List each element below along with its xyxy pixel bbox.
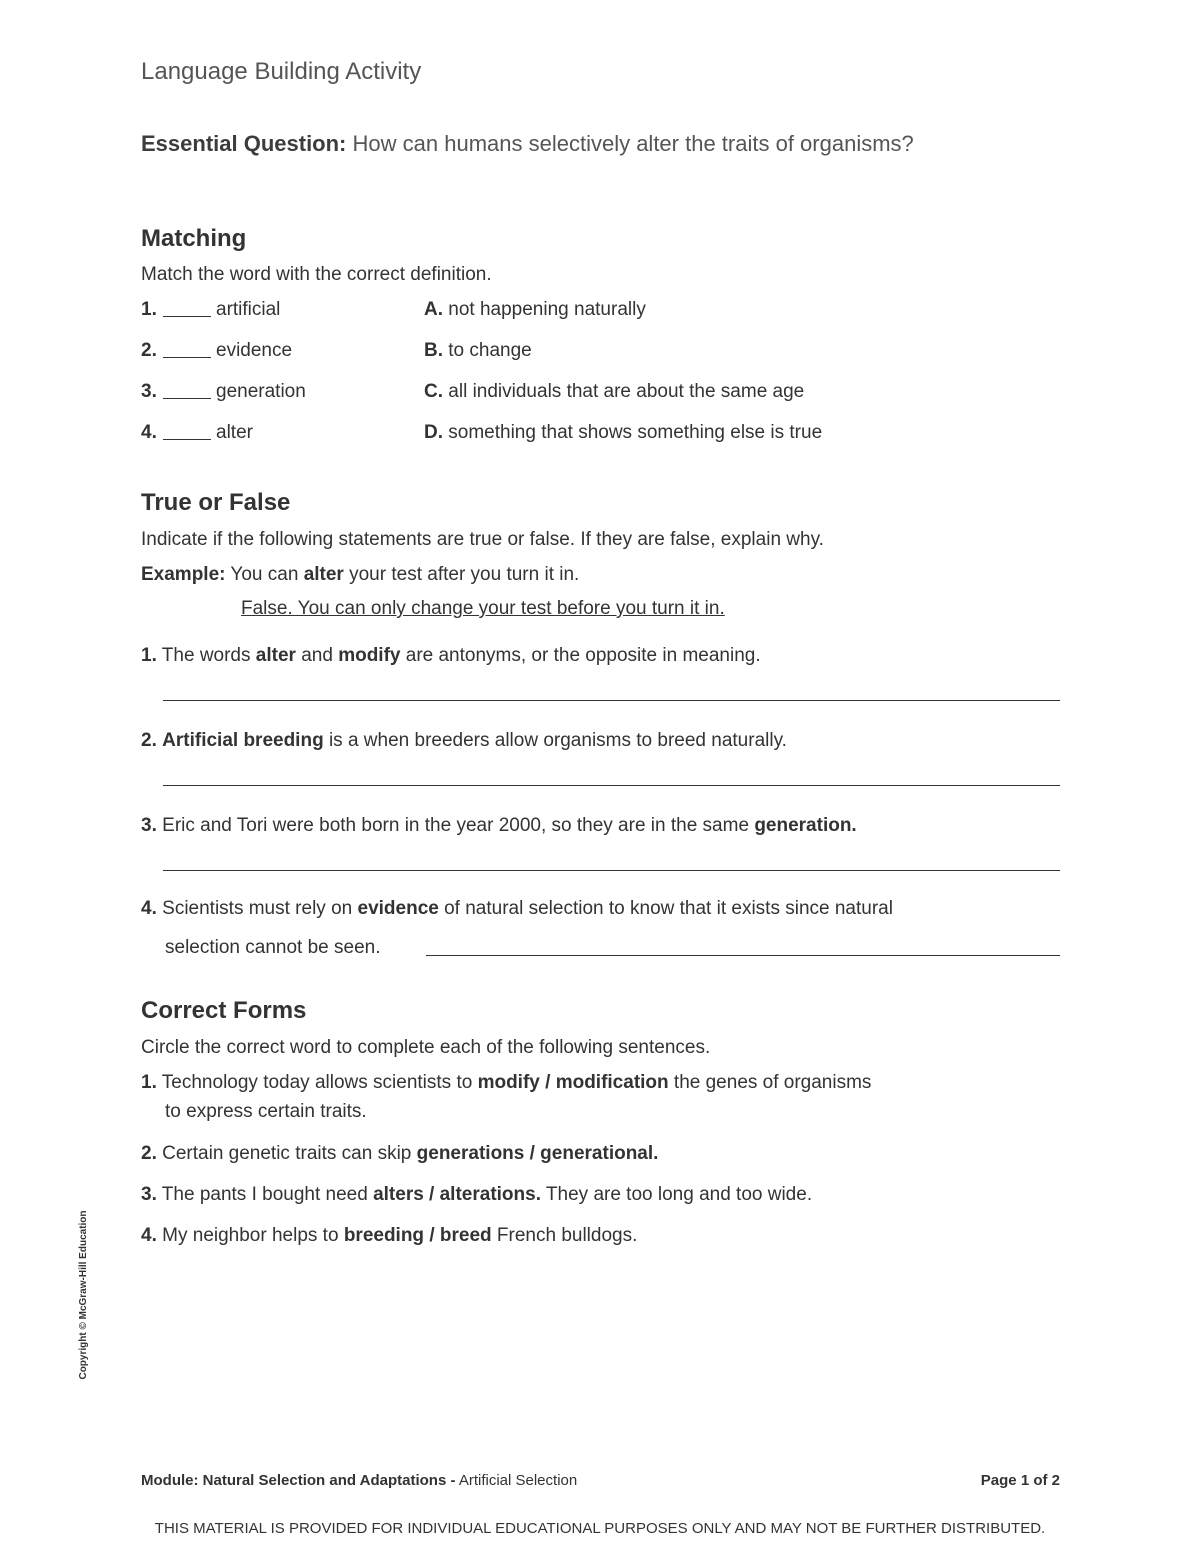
cf-item-4 [141,1225,1061,1247]
answer-blank[interactable] [163,424,211,440]
item-number: 4. [141,422,157,443]
word-choice[interactable]: modify / modification [477,1072,669,1093]
true-false-title: True or False [141,489,291,516]
lesson-name: Artificial Selection [458,1472,578,1489]
item-number: 4. [141,1225,157,1246]
example-bold-word: alter [303,564,344,585]
item-number: 3. [141,815,157,836]
true-false-instructions: Indicate if the following statements are true or false. If they are false, explain why. [141,529,824,550]
definition-b [424,338,532,364]
essential-question-text: How can humans selectively alter the traits of organisms? [352,131,914,156]
definition-letter: B. [424,340,443,361]
tf-item-4 [141,898,1061,920]
essential-question-label: Essential Question: [141,131,347,156]
answer-blank[interactable] [163,301,211,317]
item-bold-word: modify [338,645,401,666]
definition-a [424,297,646,323]
item-text: They are too long and too wide. [545,1184,813,1205]
item-text: Eric and Tori were both born in the year 2000, so they are in the same [162,815,750,836]
definition-text: not happening naturally [448,299,646,320]
example-answer: False. You can only change your test before you turn it in. [241,598,725,619]
tf-item-1 [141,645,1061,667]
answer-line[interactable] [163,870,1060,871]
item-text: is a when breeders allow organisms to breed naturally. [328,730,787,751]
definition-text: to change [448,340,532,361]
definition-d [424,420,822,446]
answer-blank[interactable] [163,383,211,399]
item-text: My neighbor helps to [162,1225,339,1246]
item-number: 2. [141,340,157,361]
definition-text: all individuals that are about the same age [448,381,805,402]
tf-item-2 [141,730,1061,752]
matching-word: alter [216,422,253,443]
tf-item-4-line2: selection cannot be seen. [165,937,381,958]
matching-word-1 [141,297,280,323]
item-bold-word: alter [255,645,296,666]
item-text: Certain genetic traits can skip [162,1143,412,1164]
item-bold-word: generation. [754,815,857,836]
definition-letter: A. [424,299,443,320]
module-label: Module: Natural Selection and Adaptations [141,1472,447,1489]
definition-letter: C. [424,381,443,402]
tf-item-3 [141,815,1061,837]
essential-question [141,128,941,159]
item-text: are antonyms, or the opposite in meaning. [405,645,761,666]
matching-word: artificial [216,299,281,320]
matching-title: Matching [141,225,247,252]
example-text: your test after you turn it in. [349,564,580,585]
example-statement [141,564,579,586]
item-number: 3. [141,381,157,402]
matching-word-4 [141,420,253,446]
activity-title: Language Building Activity [141,58,422,85]
correct-forms-title: Correct Forms [141,997,307,1024]
word-choice[interactable]: alters / alterations. [373,1184,541,1205]
cf-item-2 [141,1143,1061,1165]
item-number: 2. [141,1143,157,1164]
footer-module [141,1472,577,1489]
distribution-disclaimer: THIS MATERIAL IS PROVIDED FOR INDIVIDUAL EDUCATIONAL PURPOSES ONLY AND MAY NOT BE FURTHER DISTRIBUTED. [154,1520,1046,1537]
correct-forms-instructions: Circle the correct word to complete each of the following sentences. [141,1037,711,1058]
page-number: Page 1 of 2 [980,1472,1060,1489]
cf-item-1 [141,1072,1061,1094]
definition-text: something that shows something else is true [448,422,823,443]
footer-separator: - [450,1472,456,1489]
answer-line[interactable] [163,785,1060,786]
cf-item-3 [141,1184,1061,1206]
item-number: 2. [141,730,157,751]
item-text: French bulldogs. [496,1225,638,1246]
answer-line[interactable] [426,955,1060,956]
item-number: 4. [141,898,157,919]
item-text: the genes of organisms [673,1072,872,1093]
word-choice[interactable]: breeding / breed [343,1225,492,1246]
example-label: Example: [141,564,226,585]
matching-word: evidence [216,340,293,361]
item-number: 1. [141,1072,157,1093]
item-number: 3. [141,1184,157,1205]
item-number: 1. [141,645,157,666]
answer-line[interactable] [163,700,1060,701]
copyright-notice: Copyright © McGraw-Hill Education [78,1210,89,1380]
item-text: The pants I bought need [161,1184,368,1205]
item-bold-word: Artificial breeding [162,730,324,751]
item-text: of natural selection to know that it exists since natural [444,898,893,919]
item-text: and [301,645,333,666]
matching-word-2 [141,338,292,364]
example-text: You can [230,564,299,585]
answer-blank[interactable] [163,342,211,358]
item-bold-word: evidence [357,898,439,919]
matching-instructions: Match the word with the correct definition. [141,264,492,285]
item-text: Technology today allows scientists to [161,1072,473,1093]
cf-item-1-line2: to express certain traits. [165,1101,367,1122]
item-text: The words [161,645,251,666]
word-choice[interactable]: generations / generational. [416,1143,659,1164]
definition-c [424,379,804,405]
item-number: 1. [141,299,157,320]
matching-word: generation [216,381,306,402]
definition-letter: D. [424,422,443,443]
item-text: Scientists must rely on [162,898,353,919]
matching-word-3 [141,379,306,405]
